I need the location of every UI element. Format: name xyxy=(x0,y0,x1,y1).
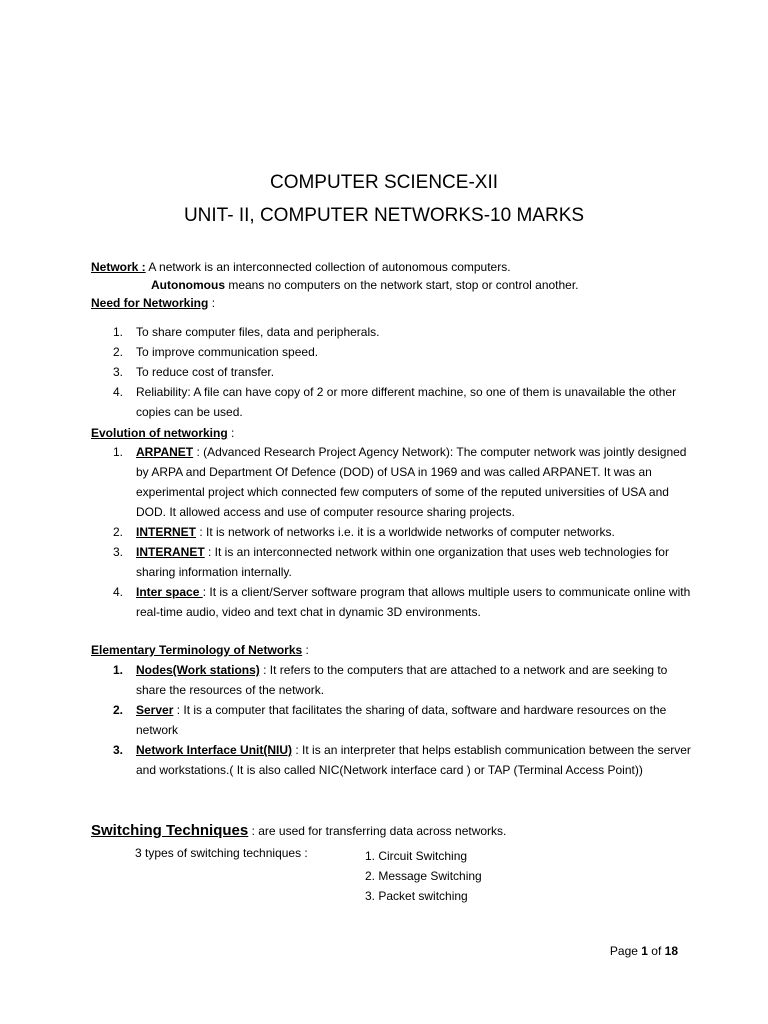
list-item-text: To share computer files, data and peripherals. xyxy=(136,325,380,339)
list-item-text: : It is a computer that facilitates the sharing of data, software and hardware resources on the network xyxy=(136,703,667,737)
switching-types-list xyxy=(365,846,482,906)
evolution-heading-text: Evolution of networking xyxy=(91,426,228,440)
of-word: of xyxy=(647,944,665,958)
unit-title: UNIT- II, COMPUTER NETWORKS-10 MARKS xyxy=(183,205,585,226)
list-number: 2. xyxy=(113,703,124,717)
list-number: 3. xyxy=(113,743,124,757)
list-number: 3. xyxy=(113,365,124,379)
list-number: 4. xyxy=(113,385,124,399)
autonomous-text: means no computers on the network start, stop or control another. xyxy=(225,278,579,292)
list-item xyxy=(91,660,691,700)
switching-type: 2. Message Switching xyxy=(365,869,482,883)
list-item-text: : It is an interconnected network within one organization that uses web technologies for sharing information internally. xyxy=(136,545,669,579)
list-item-text: To improve communication speed. xyxy=(136,345,319,359)
page-total: 18 xyxy=(664,944,678,958)
switching-type: 3. Packet switching xyxy=(365,889,468,903)
list-number: 3. xyxy=(113,545,124,559)
network-definition xyxy=(91,258,511,276)
list-item xyxy=(91,322,691,342)
term: ARPANET xyxy=(136,445,194,459)
term: INTERANET xyxy=(136,545,205,559)
terminology-heading-suffix: : xyxy=(302,643,309,657)
switching-heading xyxy=(91,822,506,839)
autonomous-definition xyxy=(151,276,579,294)
need-list xyxy=(91,322,691,422)
switching-heading-suffix: : are used for transferring data across networks. xyxy=(248,824,507,838)
list-number: 1. xyxy=(113,325,124,339)
list-item xyxy=(91,582,691,622)
switching-types-label: 3 types of switching techniques : xyxy=(135,846,308,860)
term: Network Interface Unit(NIU) xyxy=(136,743,293,757)
need-heading-text: Need for Networking xyxy=(91,296,209,310)
autonomous-label: Autonomous xyxy=(151,278,225,292)
evolution-heading-suffix: : xyxy=(227,426,235,440)
list-item xyxy=(91,342,691,362)
document-title: COMPUTER SCIENCE-XII xyxy=(269,172,499,193)
list-item xyxy=(91,522,691,542)
list-item-text: : It is a client/Server software program that allows multiple users to communicate online with real-time audio, video and text chat in dynamic 3D environments. xyxy=(136,585,691,619)
list-number: 1. xyxy=(113,663,124,677)
term: Server xyxy=(136,703,174,717)
evolution-heading xyxy=(91,424,234,442)
page-number: 1 xyxy=(641,944,648,958)
list-item-text: To reduce cost of transfer. xyxy=(136,365,275,379)
list-item-text: : It refers to the computers that are attached to a network and are seeking to share the resources of the network. xyxy=(136,663,668,697)
term: INTERNET xyxy=(136,525,196,539)
list-number: 2. xyxy=(113,345,124,359)
list-item xyxy=(91,740,691,780)
list-item xyxy=(91,442,691,522)
network-label: Network : xyxy=(91,260,146,274)
list-item-text: Reliability: A file can have copy of 2 or more different machine, so one of them is unavailable the other copies can be used. xyxy=(136,385,677,419)
need-heading-suffix: : xyxy=(208,296,216,310)
need-heading xyxy=(91,294,215,312)
list-item xyxy=(91,362,691,382)
list-number: 4. xyxy=(113,585,124,599)
terminology-heading-text: Elementary Terminology of Networks xyxy=(91,643,303,657)
list-number: 2. xyxy=(113,525,124,539)
page-word: Page xyxy=(609,944,642,958)
terminology-heading xyxy=(91,641,309,659)
term: Nodes(Work stations) xyxy=(136,663,260,677)
list-item-text: : It is an interpreter that helps establish communication between the server and workstations.( It is also called NIC(Network interface card ) or TAP (Terminal Access Point)) xyxy=(136,743,691,777)
page-footer xyxy=(610,944,678,958)
list-item-text: : It is network of networks i.e. it is a worldwide networks of computer networks. xyxy=(196,525,615,539)
list-item xyxy=(91,382,691,422)
switching-type: 1. Circuit Switching xyxy=(365,849,468,863)
network-definition-text: A network is an interconnected collection of autonomous computers. xyxy=(145,260,511,274)
list-number: 1. xyxy=(113,445,124,459)
evolution-list xyxy=(91,442,691,622)
switching-heading-text: Switching Techniques xyxy=(91,822,249,839)
list-item xyxy=(91,700,691,740)
list-item xyxy=(91,542,691,582)
term: Inter space xyxy=(136,585,203,599)
terminology-list xyxy=(91,660,691,780)
list-item-text: : (Advanced Research Project Agency Network): The computer network was jointly designed by ARPA and Department Of Defence (DOD) of USA in 1969 and was called ARPANET. It was an experimental project which connected few computers of some of the reputed universities of USA and DOD. It allowed access and use of computer resource sharing projects. xyxy=(136,445,687,519)
